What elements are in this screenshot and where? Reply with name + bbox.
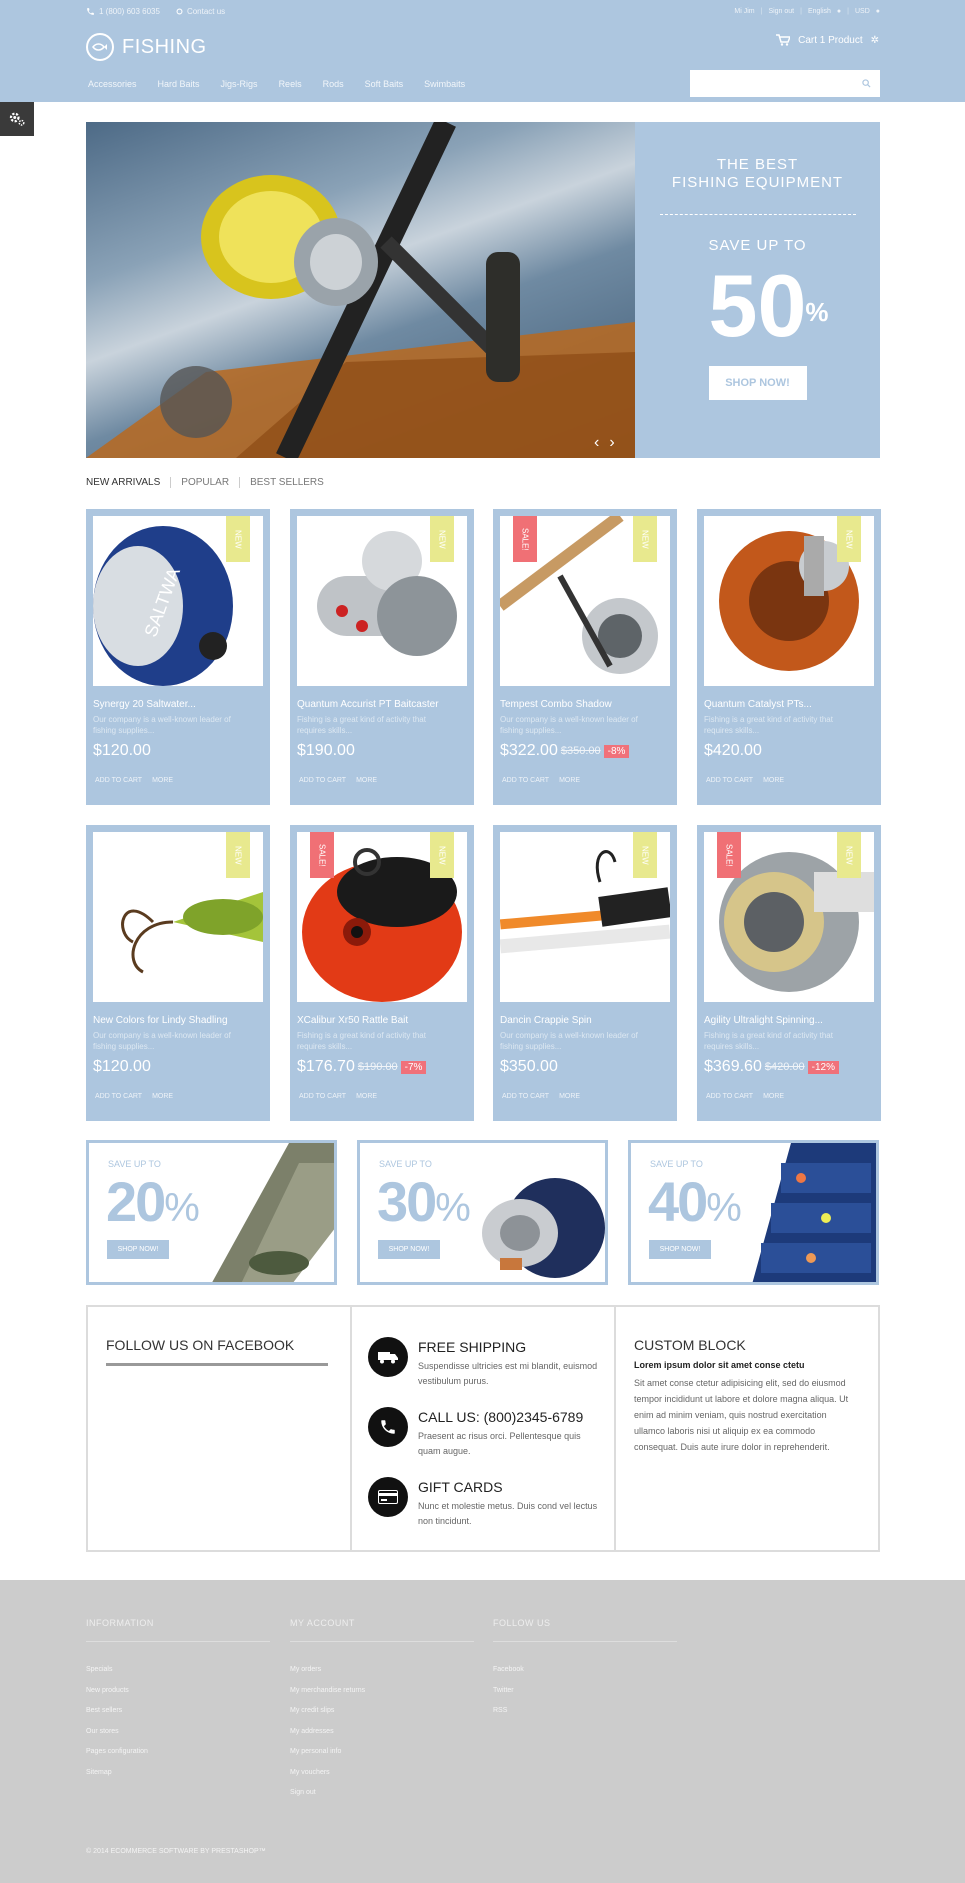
cart-label: Cart 1 Product	[798, 34, 863, 46]
product-image[interactable]	[93, 832, 263, 1002]
product-name[interactable]: New Colors for Lindy Shadling	[93, 1015, 228, 1026]
promo-percent	[106, 1169, 198, 1234]
promo-percent-sign: %	[706, 1186, 740, 1230]
chevron-right-icon[interactable]: ›	[609, 434, 615, 451]
footer-link[interactable]: My addresses	[290, 1727, 334, 1735]
currency-select[interactable]: USD	[854, 8, 870, 15]
promo-20[interactable]	[86, 1140, 337, 1285]
add-to-cart-button[interactable]: ADD TO CART	[95, 777, 143, 784]
logo-text: FISHING	[122, 35, 207, 58]
cart-settings-icon[interactable]: ✲	[870, 34, 879, 46]
product-image[interactable]	[704, 516, 874, 686]
fish-icon	[86, 33, 114, 61]
product-card[interactable]	[493, 509, 677, 805]
new-badge: NEW	[633, 832, 657, 878]
service-title: CALL US: (800)2345-6789	[418, 1409, 584, 1425]
product-price-group	[500, 1058, 558, 1076]
footer-link[interactable]: Sitemap	[86, 1768, 112, 1776]
phone-icon	[368, 1407, 408, 1447]
hero-divider	[660, 214, 856, 215]
new-badge: NEW	[430, 832, 454, 878]
copyright: © 2014 ECOMMERCE SOFTWARE BY PRESTASHOP™	[86, 1848, 266, 1855]
service-title: GIFT CARDS	[418, 1479, 503, 1495]
add-to-cart-button[interactable]: ADD TO CART	[706, 1093, 754, 1100]
service-title: FREE SHIPPING	[418, 1339, 527, 1355]
hero-percent-value: 50	[708, 256, 807, 355]
promo-save: SAVE UP TO	[108, 1159, 161, 1169]
account-link[interactable]: Mi Jim	[734, 8, 755, 15]
more-button[interactable]: MORE	[559, 1093, 581, 1100]
hero-percent-sign: %	[805, 297, 829, 327]
hero-image	[86, 122, 635, 458]
product-description: Fishing is a great kind of activity that requires skills...	[704, 715, 833, 735]
topbar-right	[734, 8, 880, 15]
promo-percent-value: 30	[377, 1170, 436, 1233]
promo-shop-button[interactable]: SHOP NOW!	[649, 1240, 711, 1259]
footer-link[interactable]: Specials	[86, 1666, 113, 1673]
product-card[interactable]	[86, 825, 270, 1121]
search-icon[interactable]	[862, 79, 871, 88]
product-description: Fishing is a great kind of activity that requires skills...	[704, 1031, 833, 1051]
product-price: $350.00	[500, 1058, 558, 1075]
hero-line2: FISHING EQUIPMENT	[671, 174, 844, 191]
product-price: $176.70	[297, 1058, 355, 1075]
product-card[interactable]	[697, 825, 881, 1121]
product-old-price: $190.00	[357, 1061, 398, 1073]
phone-number: 1 (800) 603 6035	[99, 7, 160, 16]
product-image[interactable]	[297, 516, 467, 686]
chevron-down-icon: ●	[836, 8, 842, 15]
new-badge: NEW	[430, 516, 454, 562]
custom-block-subtitle: Lorem ipsum dolor sit amet conse ctetu	[634, 1360, 805, 1370]
product-price: $420.00	[704, 742, 762, 759]
product-actions	[706, 1093, 784, 1100]
tab-new-arrivals[interactable]: NEW ARRIVALS	[86, 477, 161, 488]
custom-block-text: Sit amet conse ctetur adipisicing elit, sed do eiusmod tempor incididunt ut labore et dolore magna aliqua. Ut enim ad minim veniam, quis nostrud exercitation ullamco laboris nisi ut aliquip ex ea commodo consequat. Duis aute irure dolor in reprehenderit.	[634, 1378, 849, 1452]
promo-bag-image	[199, 1143, 337, 1285]
header	[0, 0, 965, 102]
phone[interactable]	[86, 7, 160, 16]
product-price-group	[297, 1058, 426, 1076]
promo-percent-sign: %	[435, 1186, 469, 1230]
info-block	[86, 1305, 880, 1552]
hero-arrows	[594, 434, 615, 452]
product-image[interactable]	[93, 516, 263, 686]
product-old-price: $420.00	[764, 1061, 805, 1073]
footer-link[interactable]: My personal info	[290, 1748, 342, 1755]
cart[interactable]	[776, 34, 879, 46]
footer-my-account	[290, 1618, 474, 1810]
topbar-left	[86, 7, 225, 16]
product-tabs	[86, 477, 334, 488]
footer-link[interactable]: My credit slips	[290, 1707, 335, 1714]
more-button[interactable]: MORE	[152, 1093, 174, 1100]
product-price: $190.00	[297, 742, 355, 759]
product-price: $369.60	[704, 1058, 762, 1075]
product-description: Fishing is a great kind of activity that requires skills...	[297, 715, 426, 735]
product-description: Our company is a well-known leader of fishing supplies...	[500, 1031, 638, 1051]
footer-column-title: FOLLOW US	[493, 1618, 677, 1642]
nav-item-accessories[interactable]: Accessories	[88, 79, 137, 89]
facebook-title: FOLLOW US ON FACEBOOK	[106, 1337, 295, 1353]
footer-column-title: MY ACCOUNT	[290, 1618, 474, 1642]
custom-block	[616, 1307, 878, 1550]
promo-shop-button[interactable]: SHOP NOW!	[107, 1240, 169, 1259]
promo-reel-image	[460, 1153, 608, 1285]
product-name[interactable]: Quantum Catalyst PTs...	[704, 699, 812, 710]
footer-link-twitter[interactable]: Twitter	[493, 1686, 514, 1694]
more-button[interactable]: MORE	[559, 777, 581, 784]
footer-link[interactable]: Sign out	[290, 1789, 316, 1796]
footer-link[interactable]: Best sellers	[86, 1707, 123, 1714]
gear-small-icon	[176, 8, 183, 15]
product-card[interactable]	[290, 825, 474, 1121]
sale-badge: SALE!	[717, 832, 741, 878]
separator: |	[760, 8, 763, 15]
add-to-cart-button[interactable]: ADD TO CART	[706, 777, 754, 784]
service-text: Suspendisse ultricies est mi blandit, euismod vestibulum purus.	[418, 1361, 598, 1386]
discount-badge: -12%	[808, 1061, 839, 1074]
footer-follow-us	[493, 1618, 677, 1728]
footer-link[interactable]: My vouchers	[290, 1768, 330, 1776]
facebook-divider	[106, 1363, 328, 1366]
nav-item-hard-baits[interactable]: Hard Baits	[157, 79, 200, 89]
promo-percent-sign: %	[164, 1186, 198, 1230]
footer-link[interactable]: My orders	[290, 1666, 322, 1673]
service-text: Praesent ac risus orci. Pellentesque quis quam augue.	[418, 1431, 581, 1456]
add-to-cart-button[interactable]: ADD TO CART	[502, 1093, 550, 1100]
product-price-group	[297, 742, 355, 760]
product-price: $322.00	[500, 742, 558, 759]
promo-shop-button[interactable]: SHOP NOW!	[378, 1240, 440, 1259]
product-name[interactable]: Dancin Crappie Spin	[500, 1015, 592, 1026]
more-button[interactable]: MORE	[152, 777, 174, 784]
product-image[interactable]	[297, 832, 467, 1002]
promo-tacklebox-image	[721, 1143, 879, 1285]
truck-icon	[368, 1337, 408, 1377]
product-card[interactable]	[290, 509, 474, 805]
footer-link[interactable]: Our stores	[86, 1727, 119, 1735]
footer-link-rss[interactable]: RSS	[493, 1707, 508, 1714]
product-image[interactable]	[500, 516, 670, 686]
services-block	[352, 1307, 616, 1550]
hero-percent	[708, 256, 829, 355]
service-call-us	[368, 1407, 604, 1459]
language-select[interactable]: English	[807, 8, 831, 15]
logo[interactable]	[86, 33, 207, 61]
theme-settings-button[interactable]	[0, 102, 34, 136]
product-name[interactable]: Synergy 20 Saltwater...	[93, 699, 196, 710]
add-to-cart-button[interactable]: ADD TO CART	[299, 777, 347, 784]
product-description: Fishing is a great kind of activity that requires skills...	[297, 1031, 426, 1051]
product-price-group	[704, 1058, 839, 1076]
service-gift-cards	[368, 1477, 604, 1529]
service-text: Nunc et molestie metus. Duis cond vel lectus non tincidunt.	[418, 1501, 598, 1526]
signout-link[interactable]: Sign out	[768, 8, 795, 15]
new-badge: NEW	[837, 832, 861, 878]
product-price-group	[500, 742, 629, 760]
product-price: $120.00	[93, 1058, 151, 1075]
footer-link[interactable]: New products	[86, 1686, 129, 1694]
add-to-cart-button[interactable]: ADD TO CART	[299, 1093, 347, 1100]
promo-percent-value: 20	[106, 1170, 165, 1233]
custom-block-title: CUSTOM BLOCK	[634, 1337, 746, 1353]
product-name[interactable]: XCalibur Xr50 Rattle Bait	[297, 1015, 409, 1026]
new-badge: NEW	[226, 516, 250, 562]
product-actions	[299, 777, 377, 784]
contact-link[interactable]	[176, 7, 225, 16]
discount-badge: -7%	[401, 1061, 427, 1074]
hero-banner[interactable]	[86, 122, 880, 458]
promo-percent	[648, 1169, 740, 1234]
hero-title	[635, 156, 880, 192]
new-badge: NEW	[633, 516, 657, 562]
svg-text:SALTWA: SALTWA	[140, 565, 184, 640]
product-name[interactable]: Quantum Accurist PT Baitcaster	[297, 699, 439, 710]
product-card[interactable]	[86, 509, 270, 805]
product-description: Our company is a well-known leader of fishing supplies...	[93, 1031, 231, 1051]
gear-icon	[8, 110, 26, 128]
more-button[interactable]: MORE	[763, 1093, 785, 1100]
hero-panel	[635, 122, 880, 458]
footer	[0, 1580, 965, 1883]
nav-item-rods[interactable]: Rods	[322, 79, 344, 89]
phone-icon	[86, 7, 95, 16]
credit-card-icon	[368, 1477, 408, 1517]
product-description: Our company is a well-known leader of fishing supplies...	[93, 715, 231, 735]
add-to-cart-button[interactable]: ADD TO CART	[502, 777, 550, 784]
sale-badge: SALE!	[310, 832, 334, 878]
service-free-shipping	[368, 1337, 604, 1389]
more-button[interactable]: MORE	[356, 777, 378, 784]
product-actions	[95, 1093, 173, 1100]
footer-link[interactable]: Pages configuration	[86, 1748, 148, 1755]
product-actions	[95, 777, 173, 784]
product-price-group	[93, 742, 151, 760]
contact-label: Contact us	[186, 7, 226, 16]
discount-badge: -8%	[604, 745, 630, 758]
product-actions	[706, 777, 784, 784]
product-description: Our company is a well-known leader of fishing supplies...	[500, 715, 638, 735]
product-name[interactable]: Agility Ultralight Spinning...	[704, 1015, 823, 1026]
promo-save: SAVE UP TO	[650, 1159, 703, 1169]
product-name[interactable]: Tempest Combo Shadow	[500, 699, 612, 710]
more-button[interactable]: MORE	[356, 1093, 378, 1100]
nav-item-swimbaits[interactable]: Swimbaits	[424, 79, 466, 89]
product-price-group	[704, 742, 762, 760]
nav-item-soft-baits[interactable]: Soft Baits	[364, 79, 404, 89]
product-actions	[502, 777, 580, 784]
nav-item-jigs-rigs[interactable]: Jigs-Rigs	[220, 79, 258, 89]
hero-line1: THE BEST	[716, 156, 799, 173]
tab-popular[interactable]: POPULAR	[170, 477, 239, 488]
product-image[interactable]	[500, 832, 670, 1002]
footer-link-facebook[interactable]: Facebook	[493, 1666, 524, 1673]
product-price: $120.00	[93, 742, 151, 759]
promo-percent-value: 40	[648, 1170, 707, 1233]
product-old-price: $350.00	[560, 745, 601, 757]
product-actions	[502, 1093, 580, 1100]
chevron-down-icon: ●	[875, 8, 880, 15]
main-nav	[88, 79, 465, 89]
product-image[interactable]	[704, 832, 874, 1002]
separator: |	[800, 8, 802, 15]
search-input[interactable]	[690, 70, 880, 97]
nav-item-reels[interactable]: Reels	[278, 79, 302, 89]
promo-save: SAVE UP TO	[379, 1159, 432, 1169]
cart-icon	[776, 34, 790, 46]
new-badge: NEW	[837, 516, 861, 562]
facebook-block	[88, 1307, 352, 1550]
promo-40[interactable]	[628, 1140, 879, 1285]
tab-best-sellers[interactable]: BEST SELLERS	[239, 477, 334, 488]
footer-link[interactable]: My merchandise returns	[290, 1686, 366, 1694]
product-price-group	[93, 1058, 151, 1076]
separator: |	[847, 8, 849, 15]
sale-badge: SALE!	[513, 516, 537, 562]
add-to-cart-button[interactable]: ADD TO CART	[95, 1093, 143, 1100]
new-badge: NEW	[226, 832, 250, 878]
hero-save: SAVE UP TO	[708, 237, 807, 254]
promo-percent	[377, 1169, 469, 1234]
hero-shop-button[interactable]: SHOP NOW!	[709, 366, 807, 400]
product-card[interactable]	[697, 509, 881, 805]
chevron-left-icon[interactable]: ‹	[594, 434, 600, 451]
promo-30[interactable]	[357, 1140, 608, 1285]
product-actions	[299, 1093, 377, 1100]
product-card[interactable]	[493, 825, 677, 1121]
more-button[interactable]: MORE	[763, 777, 785, 784]
footer-column-title: INFORMATION	[86, 1618, 270, 1642]
footer-information	[86, 1618, 270, 1789]
